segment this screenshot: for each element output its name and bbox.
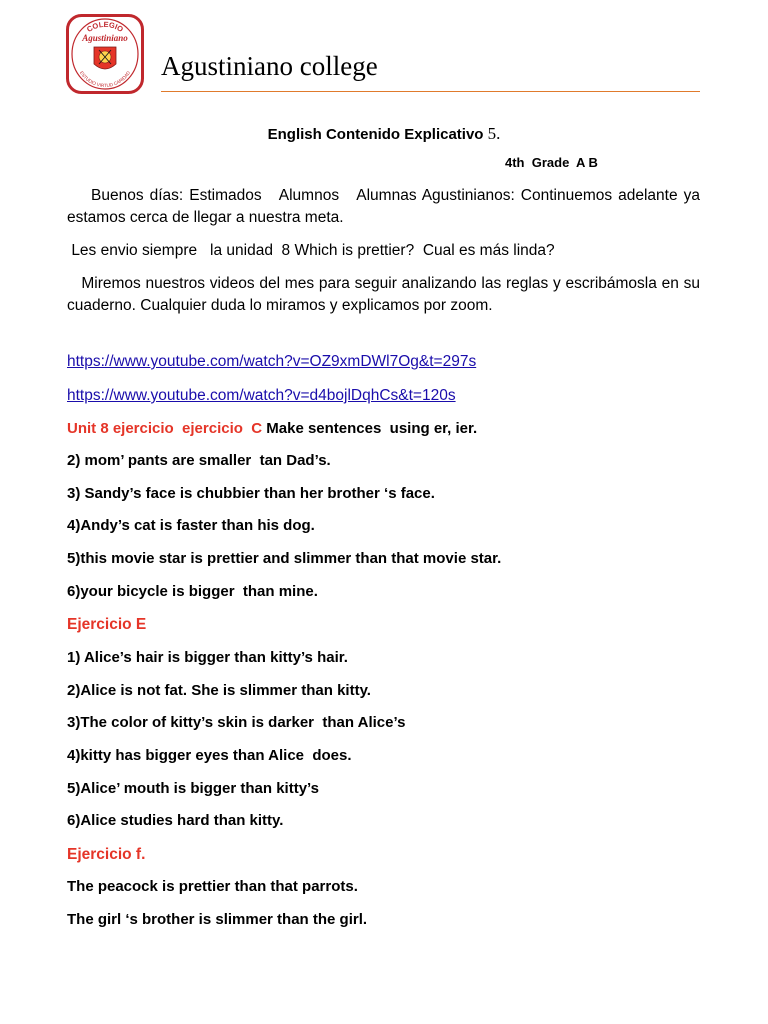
exercise-f-heading: Ejercicio f.: [67, 846, 146, 863]
exercise-e-sentence-2: 2)Alice is not fat. She is slimmer than kitty.: [67, 682, 371, 699]
logo-lettering-script: Agustiniano: [82, 33, 128, 43]
exercise-e-sentence-5: 5)Alice’ mouth is bigger than kitty’s: [67, 780, 319, 797]
exercise-e-sentence-4: 4)kitty has bigger eyes than Alice does.: [67, 747, 352, 764]
logo-lettering-top: COLEGIO: [85, 19, 125, 35]
exercise-c-sentence-6: 6)your bicycle is bigger than mine.: [67, 583, 318, 600]
header-divider: [161, 91, 700, 92]
exercise-c-sentence-2: 2) mom’ pants are smaller tan Dad’s.: [67, 452, 331, 469]
document-title-number: 5.: [487, 124, 501, 143]
document-title: [0, 124, 768, 145]
document-title-text: English Contenido Explicativo: [267, 126, 484, 143]
school-crest-icon: [66, 14, 144, 94]
exercise-c-sentence-4: 4)Andy’s cat is faster than his dog.: [67, 517, 315, 534]
exercise-f-sentence-2: The girl ‘s brother is slimmer than the girl.: [67, 911, 368, 928]
grade-label: 4th Grade A B: [505, 155, 598, 170]
exercise-e-sentence-1: 1) Alice’s hair is bigger than kitty’s hair.: [67, 649, 348, 666]
unit-intro-paragraph: Les envio siempre la unidad 8 Which is prettier? Cual es más linda?: [67, 242, 555, 259]
video-link-1[interactable]: https://www.youtube.com/watch?v=OZ9xmDWl7Og&t=297s: [67, 353, 477, 370]
exercise-e-sentence-3: 3)The color of kitty’s skin is darker than Alice’s: [67, 714, 406, 731]
page-header: [66, 14, 700, 94]
exercise-c-sentence-5: 5)this movie star is prettier and slimmer than that movie star.: [67, 550, 502, 567]
exercise-c-sentence-3: 3) Sandy’s face is chubbier than her brother ‘s face.: [67, 485, 435, 502]
exercise-f-sentence-1: The peacock is prettier than that parrots.: [67, 878, 358, 895]
college-name: Agustiniano college: [161, 51, 378, 81]
unit8-heading-red: Unit 8 ejercicio ejercicio C: [67, 420, 263, 437]
exercise-e-sentence-6: 6)Alice studies hard than kitty.: [67, 812, 284, 829]
unit8-heading-instructions: Make sentences using er, ier.: [262, 420, 478, 437]
greeting-paragraph: Buenos días: Estimados Alumnos Alumnas Agustinianos: Continuemos adelante ya estamos cerca de llegar a nuestra meta.: [67, 187, 705, 226]
unit8-exercise-c-heading: [67, 419, 477, 439]
video-link-2[interactable]: https://www.youtube.com/watch?v=d4bojlDqhCs&t=120s: [67, 387, 456, 404]
exercise-e-heading: Ejercicio E: [67, 616, 147, 633]
logo-lettering-bottom: ESTUDIO VIRTUD CARIDAD: [78, 70, 132, 89]
instructions-paragraph: Miremos nuestros videos del mes para seguir analizando las reglas y escribámosla en su cuaderno. Cualquier duda lo miramos y explicamos por zoom.: [67, 275, 705, 314]
